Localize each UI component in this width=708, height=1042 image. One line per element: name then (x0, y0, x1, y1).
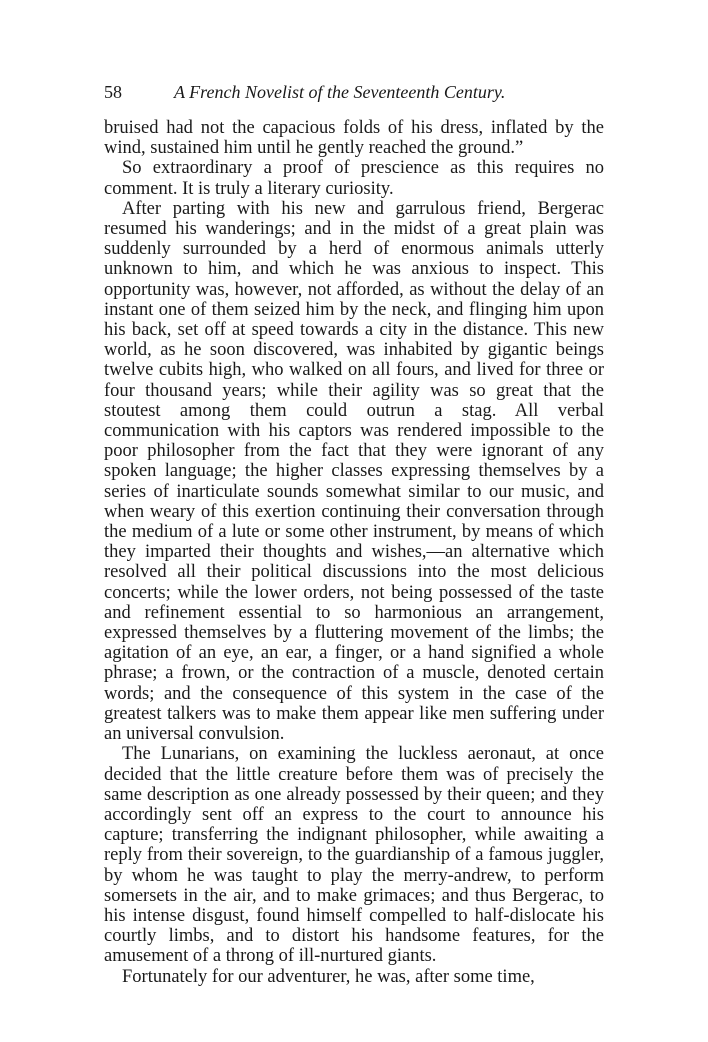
page-number: 58 (104, 82, 122, 102)
paragraph: After parting with his new and garrulous friend, Bergerac resumed his wanderings; and in the midst of a great plain was suddenly surrounded by a herd of enormous animals utterly unknown to him, and which he was anxious to inspect. This opportunity was, however, not afforded, as without the delay of an instant one of them seized him by the neck, and flinging him upon his back, set off at speed towards a city in the distance. This new world, as he soon discovered, was inhabited by gigantic beings twelve cubits high, who walked on all fours, and lived for three or four thousand years; while their agility was so great that the stoutest among them could outrun a stag. All verbal communication with his captors was rendered impossible to the poor philosopher from the fact that they were ignorant of any spoken language; the higher classes expressing themselves by a series of inarticulate sounds somewhat similar to our music, and when weary of this exertion continuing their conversation through the medium of a lute or some other instrument, by means of which they imparted their thoughts and wishes,—an alternative which resolved all their political discussions into the most delicious concerts; while the lower orders, not being possessed of the taste and refinement essential to so harmonious an arrangement, expressed themselves by a fluttering movement of the limbs; the agitation of an eye, an ear, a finger, or a hand signified a whole phrase; a frown, or the contraction of a muscle, denoted certain words; and the consequence of this system in the case of the greatest talkers was to make them appear like men suffering under an universal convulsion. (104, 198, 604, 745)
running-header (104, 80, 604, 104)
paragraph-continued: bruised had not the capacious folds of his dress, inflated by the wind, sustained him until he gently reached the ground.” (104, 118, 604, 159)
running-title: A French Novelist of the Seventeenth Century. (174, 82, 506, 102)
paragraph: Fortunately for our adventurer, he was, after some time, (122, 966, 535, 987)
paragraph: The Lunarians, on examining the luckless aeronaut, at once decided that the little creature before them was of precisely the same description as one already possessed by their queen; and they accordingly sent off an express to the court to announce his capture; transferring the indignant philosopher, while awaiting a reply from their sovereign, to the guardianship of a famous juggler, by whom he was taught to play the merry-andrew, to perform somersets in the air, and to make grimaces; and thus Bergerac, to his intense disgust, found himself compelled to half-dislocate his courtly limbs, and to distort his handsome features, for the amusement of a throng of ill-nurtured giants. (104, 744, 604, 967)
paragraph: So extraordinary a proof of prescience as this requires no comment. It is truly a literary curiosity. (104, 158, 604, 199)
body-text (104, 118, 604, 987)
